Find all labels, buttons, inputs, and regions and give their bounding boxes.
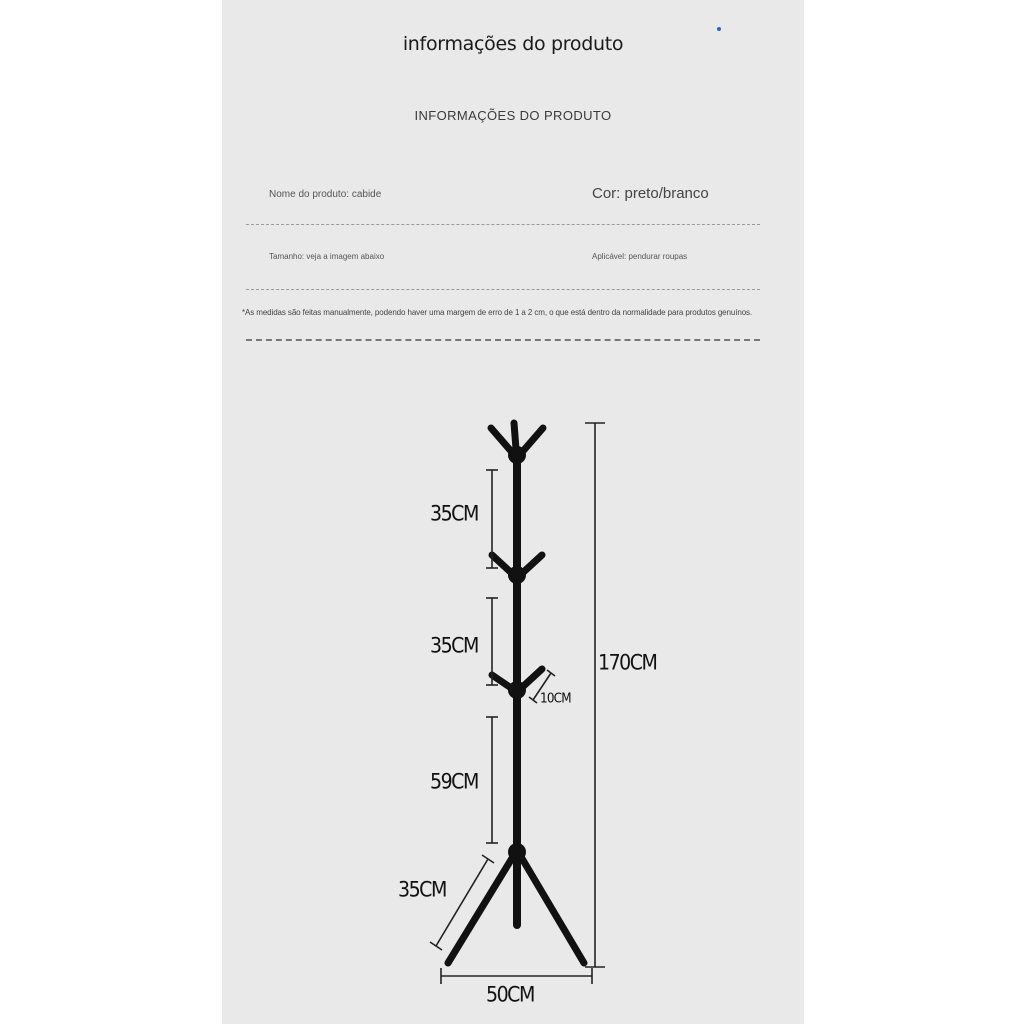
leg-dimension-line [436, 859, 488, 946]
middle-section-label: 35CM [430, 633, 478, 659]
leg-length-label: 35CM [398, 877, 446, 903]
product-name-field: Nome do produto: cabide [269, 189, 382, 200]
size-field: Tamanho: veja a imagem abaixo [269, 252, 385, 261]
section-subtitle: INFORMAÇÕES DO PRODUTO [414, 108, 612, 123]
tripod-legs [448, 850, 584, 963]
top-joint [508, 446, 526, 464]
page-title: informações do produto [402, 33, 624, 55]
base-width-label: 50CM [486, 982, 534, 1008]
color-field: Cor: preto/branco [592, 185, 709, 202]
measurement-note: *As medidas são feitas manualmente, podendo haver uma margem de erro de 1 a 2 cm, o que está dentro da normalidade para produtos genuínos. [242, 308, 753, 317]
hook-length-label: 10CM [540, 690, 571, 706]
base-joint [508, 843, 526, 861]
applicable-field: Aplicável: pendurar roupas [592, 252, 688, 261]
middle-joint [508, 566, 526, 584]
lower-section-label: 59CM [430, 769, 478, 795]
total-height-label: 170CM [598, 650, 657, 676]
lower-joint [508, 681, 526, 699]
top-section-label: 35CM [430, 501, 478, 527]
